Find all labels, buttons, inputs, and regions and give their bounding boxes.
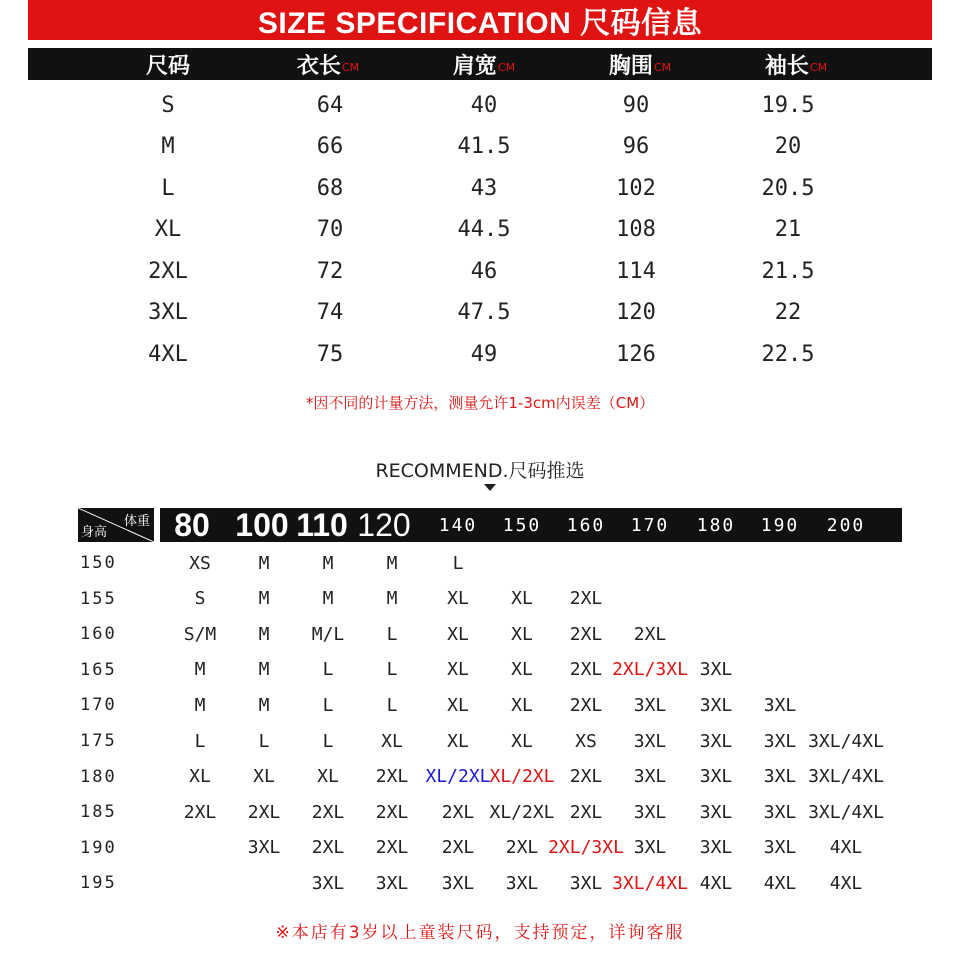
- recommend-size-cell: M/L: [311, 623, 345, 645]
- recommend-size-cell: M: [194, 659, 206, 681]
- recommend-size-cell: L: [386, 694, 398, 716]
- spec-header-size: 尺码: [145, 53, 190, 79]
- recommend-size-cell: 2XL: [311, 801, 345, 823]
- spec-value-cell: 20: [774, 134, 802, 159]
- recommend-row: [0, 866, 960, 900]
- recommend-size-cell: 3XL: [763, 766, 797, 788]
- recommend-size-cell: 4XL: [763, 872, 797, 894]
- recommend-size-cell: L: [322, 730, 334, 752]
- spec-size-cell: L: [161, 175, 175, 201]
- recommend-row: [0, 760, 960, 794]
- recommend-size-cell: 3XL/4XL: [808, 730, 884, 752]
- spec-header-shoulder: 肩宽 CM: [452, 53, 516, 79]
- recommend-size-cell: M: [258, 623, 270, 645]
- recommend-size-cell: XL: [447, 623, 469, 645]
- height-label: 195: [80, 873, 117, 894]
- measurement-note: *因不同的计量方法，测量允许1-3cm内误差（CM）: [305, 394, 655, 412]
- recommend-size-cell: M: [258, 552, 270, 574]
- page-title: SIZE SPECIFICATION 尺码信息: [28, 0, 932, 40]
- recommend-row: [0, 831, 960, 865]
- recommend-row: [0, 795, 960, 829]
- recommend-title: RECOMMEND.尺码推选: [375, 460, 585, 482]
- recommend-size-cell: 3XL: [699, 730, 733, 752]
- recommend-size-cell: XL: [511, 623, 533, 645]
- recommend-row: [0, 546, 960, 580]
- recommend-size-cell: XL: [317, 766, 339, 788]
- recommend-size-cell: 3XL: [699, 694, 733, 716]
- weight-header-cell: 150: [502, 514, 542, 536]
- recommend-size-cell: M: [386, 588, 398, 610]
- recommend-size-cell: 3XL: [247, 837, 281, 859]
- recommend-size-cell: 3XL: [699, 801, 733, 823]
- recommend-size-cell: [801, 582, 891, 616]
- recommend-size-cell: M: [322, 552, 334, 574]
- recommend-size-cell: 3XL: [763, 694, 797, 716]
- recommend-size-cell: XL: [511, 659, 533, 681]
- recommend-size-cell: M: [258, 659, 270, 681]
- spec-size-cell: S: [161, 92, 175, 118]
- weight-header-cell: 180: [696, 514, 736, 536]
- recommend-size-cell: M: [194, 694, 206, 716]
- spec-value-cell: 74: [316, 300, 344, 325]
- weight-header-cell: 110: [296, 506, 348, 543]
- recommend-size-cell: 3XL: [569, 872, 603, 894]
- recommend-row: [0, 617, 960, 651]
- recommend-size-cell: 3XL: [311, 872, 345, 894]
- recommend-size-cell: 2XL: [311, 837, 345, 859]
- recommend-row: [0, 582, 960, 616]
- recommend-size-cell: XL: [381, 730, 403, 752]
- spec-value-cell: 22: [774, 300, 802, 325]
- spec-row: [0, 292, 960, 334]
- height-label: 175: [80, 731, 117, 751]
- weight-header-cell: 200: [826, 514, 866, 536]
- spec-value-cell: 75: [316, 341, 344, 367]
- recommend-size-cell: XL/2XL: [489, 766, 555, 788]
- weight-header-cell: 190: [760, 514, 800, 536]
- recommend-row: [0, 724, 960, 758]
- spec-size-cell: 2XL: [148, 258, 188, 284]
- spec-value-cell: 64: [316, 92, 344, 118]
- recommend-size-cell: 2XL: [375, 801, 409, 823]
- kids-size-note: ※本店有3岁以上童装尺码，支持预定，详询客服: [275, 923, 685, 943]
- spec-header-chest: 胸围 CM: [608, 53, 672, 79]
- recommend-size-cell: L: [322, 659, 334, 681]
- recommend-size-cell: L: [258, 730, 270, 752]
- recommend-size-cell: [801, 546, 891, 580]
- spec-header-sleeve: 袖长 CM: [764, 53, 828, 79]
- recommend-size-cell: 2XL: [441, 801, 475, 823]
- recommend-size-cell: 2XL: [441, 837, 475, 859]
- height-label: 150: [80, 553, 117, 573]
- recommend-corner-header: [78, 508, 154, 542]
- spec-value-cell: 68: [316, 175, 344, 201]
- recommend-size-cell: [801, 617, 891, 651]
- recommend-size-cell: 3XL: [505, 872, 539, 894]
- height-label: 165: [80, 659, 117, 680]
- recommend-size-cell: [801, 653, 891, 687]
- recommend-size-cell: L: [452, 552, 464, 574]
- recommend-size-cell: 2XL: [569, 623, 603, 645]
- corner-weight-label: 体重: [123, 514, 150, 529]
- recommend-size-cell: XL: [447, 694, 469, 716]
- spec-row: [0, 84, 960, 126]
- recommend-size-cell: XS: [189, 552, 211, 574]
- spec-size-cell: 3XL: [148, 300, 188, 325]
- weight-header-cell: 140: [438, 514, 478, 536]
- recommend-size-cell: M: [386, 552, 398, 574]
- recommend-row: [0, 653, 960, 687]
- recommend-size-cell: 3XL: [633, 837, 667, 859]
- recommend-size-cell: XL: [253, 766, 275, 788]
- spec-size-cell: M: [161, 134, 175, 159]
- recommend-size-cell: 3XL/4XL: [808, 801, 884, 823]
- recommend-size-cell: 2XL: [247, 801, 281, 823]
- recommend-size-cell: 2XL: [569, 801, 603, 823]
- spec-value-cell: 22.5: [761, 341, 815, 367]
- recommend-size-cell: L: [322, 694, 334, 716]
- spec-value-cell: 90: [622, 92, 650, 118]
- height-label: 170: [80, 695, 117, 716]
- height-label: 180: [80, 766, 117, 787]
- recommend-size-cell: 2XL: [633, 623, 667, 645]
- spec-value-cell: 43: [470, 175, 498, 201]
- spec-row: [0, 209, 960, 251]
- height-label: 160: [80, 624, 117, 645]
- recommend-size-cell: S: [194, 588, 206, 610]
- recommend-size-cell: 3XL: [633, 766, 667, 788]
- recommend-size-cell: [801, 688, 891, 722]
- spec-row: [0, 250, 960, 292]
- spec-value-cell: 114: [616, 258, 656, 284]
- spec-value-cell: 49: [470, 341, 498, 367]
- spec-value-cell: 20.5: [761, 175, 815, 201]
- recommend-size-cell: 3XL: [763, 801, 797, 823]
- recommend-size-cell: 2XL/3XL: [612, 659, 688, 681]
- recommend-row: [0, 688, 960, 722]
- spec-value-cell: 70: [316, 217, 344, 242]
- recommend-size-cell: 3XL: [699, 766, 733, 788]
- height-label: 185: [80, 802, 117, 823]
- spec-value-cell: 72: [316, 258, 344, 284]
- spec-value-cell: 66: [316, 134, 344, 159]
- spec-header-length: 衣长 CM: [296, 53, 360, 79]
- spec-value-cell: 41.5: [457, 134, 511, 159]
- spec-value-cell: 47.5: [457, 300, 511, 325]
- height-label: 190: [80, 837, 117, 858]
- recommend-size-cell: L: [386, 623, 398, 645]
- spec-row: [0, 333, 960, 375]
- recommend-size-cell: 2XL: [183, 801, 217, 823]
- recommend-size-cell: 2XL: [375, 766, 409, 788]
- weight-header-cell: 80: [174, 506, 210, 543]
- spec-value-cell: 126: [616, 341, 656, 367]
- recommend-size-cell: 2XL: [569, 588, 603, 610]
- recommend-size-cell: M: [258, 694, 270, 716]
- recommend-size-cell: S/M: [183, 623, 217, 645]
- weight-header-cell: 120: [357, 506, 411, 543]
- spec-value-cell: 108: [616, 217, 656, 242]
- spec-value-cell: 96: [622, 134, 650, 159]
- recommend-size-cell: 3XL: [763, 837, 797, 859]
- spec-size-cell: 4XL: [148, 341, 188, 367]
- corner-height-label: 身高: [81, 525, 108, 540]
- recommend-size-cell: 2XL: [505, 837, 539, 859]
- recommend-size-cell: 3XL: [763, 730, 797, 752]
- recommend-size-cell: XL/2XL: [489, 801, 555, 823]
- recommend-size-cell: 3XL: [441, 872, 475, 894]
- recommend-size-cell: XS: [575, 730, 597, 752]
- recommend-size-cell: L: [386, 659, 398, 681]
- spec-value-cell: 102: [616, 175, 656, 201]
- recommend-size-cell: 4XL: [829, 872, 863, 894]
- recommend-size-cell: 2XL/3XL: [548, 837, 624, 859]
- recommend-size-cell: XL/2XL: [425, 766, 491, 788]
- recommend-size-cell: XL: [189, 766, 211, 788]
- recommend-size-cell: XL: [447, 588, 469, 610]
- weight-header-cell: 160: [566, 514, 606, 536]
- spec-value-cell: 40: [470, 92, 498, 118]
- recommend-size-cell: M: [258, 588, 270, 610]
- spec-row: [0, 167, 960, 209]
- recommend-size-cell: 3XL: [633, 730, 667, 752]
- recommend-size-cell: 3XL: [633, 694, 667, 716]
- recommend-size-cell: 3XL: [699, 659, 733, 681]
- spec-value-cell: 44.5: [457, 217, 511, 242]
- spec-size-cell: XL: [154, 217, 182, 242]
- spec-value-cell: 120: [616, 300, 656, 325]
- recommend-size-cell: 3XL: [633, 801, 667, 823]
- recommend-size-cell: 4XL: [829, 837, 863, 859]
- spec-row: [0, 126, 960, 168]
- arrow-down-icon: [484, 484, 496, 491]
- recommend-size-cell: 2XL: [569, 659, 603, 681]
- weight-header-cell: 100: [235, 506, 289, 543]
- weight-header-cell: 170: [630, 514, 670, 536]
- spec-value-cell: 46: [470, 258, 498, 284]
- spec-value-cell: 19.5: [761, 92, 815, 118]
- recommend-size-cell: 2XL: [569, 694, 603, 716]
- recommend-size-cell: 4XL: [699, 872, 733, 894]
- recommend-size-cell: 3XL/4XL: [808, 766, 884, 788]
- height-label: 155: [80, 588, 117, 609]
- recommend-size-cell: XL: [511, 588, 533, 610]
- recommend-size-cell: 2XL: [569, 766, 603, 788]
- recommend-size-cell: 3XL: [699, 837, 733, 859]
- spec-value-cell: 21.5: [761, 258, 815, 284]
- recommend-size-cell: L: [194, 730, 206, 752]
- recommend-size-cell: XL: [447, 730, 469, 752]
- recommend-size-cell: 2XL: [375, 837, 409, 859]
- recommend-size-cell: 3XL/4XL: [612, 872, 688, 894]
- spec-value-cell: 21: [774, 217, 802, 242]
- recommend-size-cell: XL: [511, 694, 533, 716]
- recommend-size-cell: 3XL: [375, 872, 409, 894]
- recommend-size-cell: M: [322, 588, 334, 610]
- recommend-size-cell: XL: [511, 730, 533, 752]
- recommend-size-cell: XL: [447, 659, 469, 681]
